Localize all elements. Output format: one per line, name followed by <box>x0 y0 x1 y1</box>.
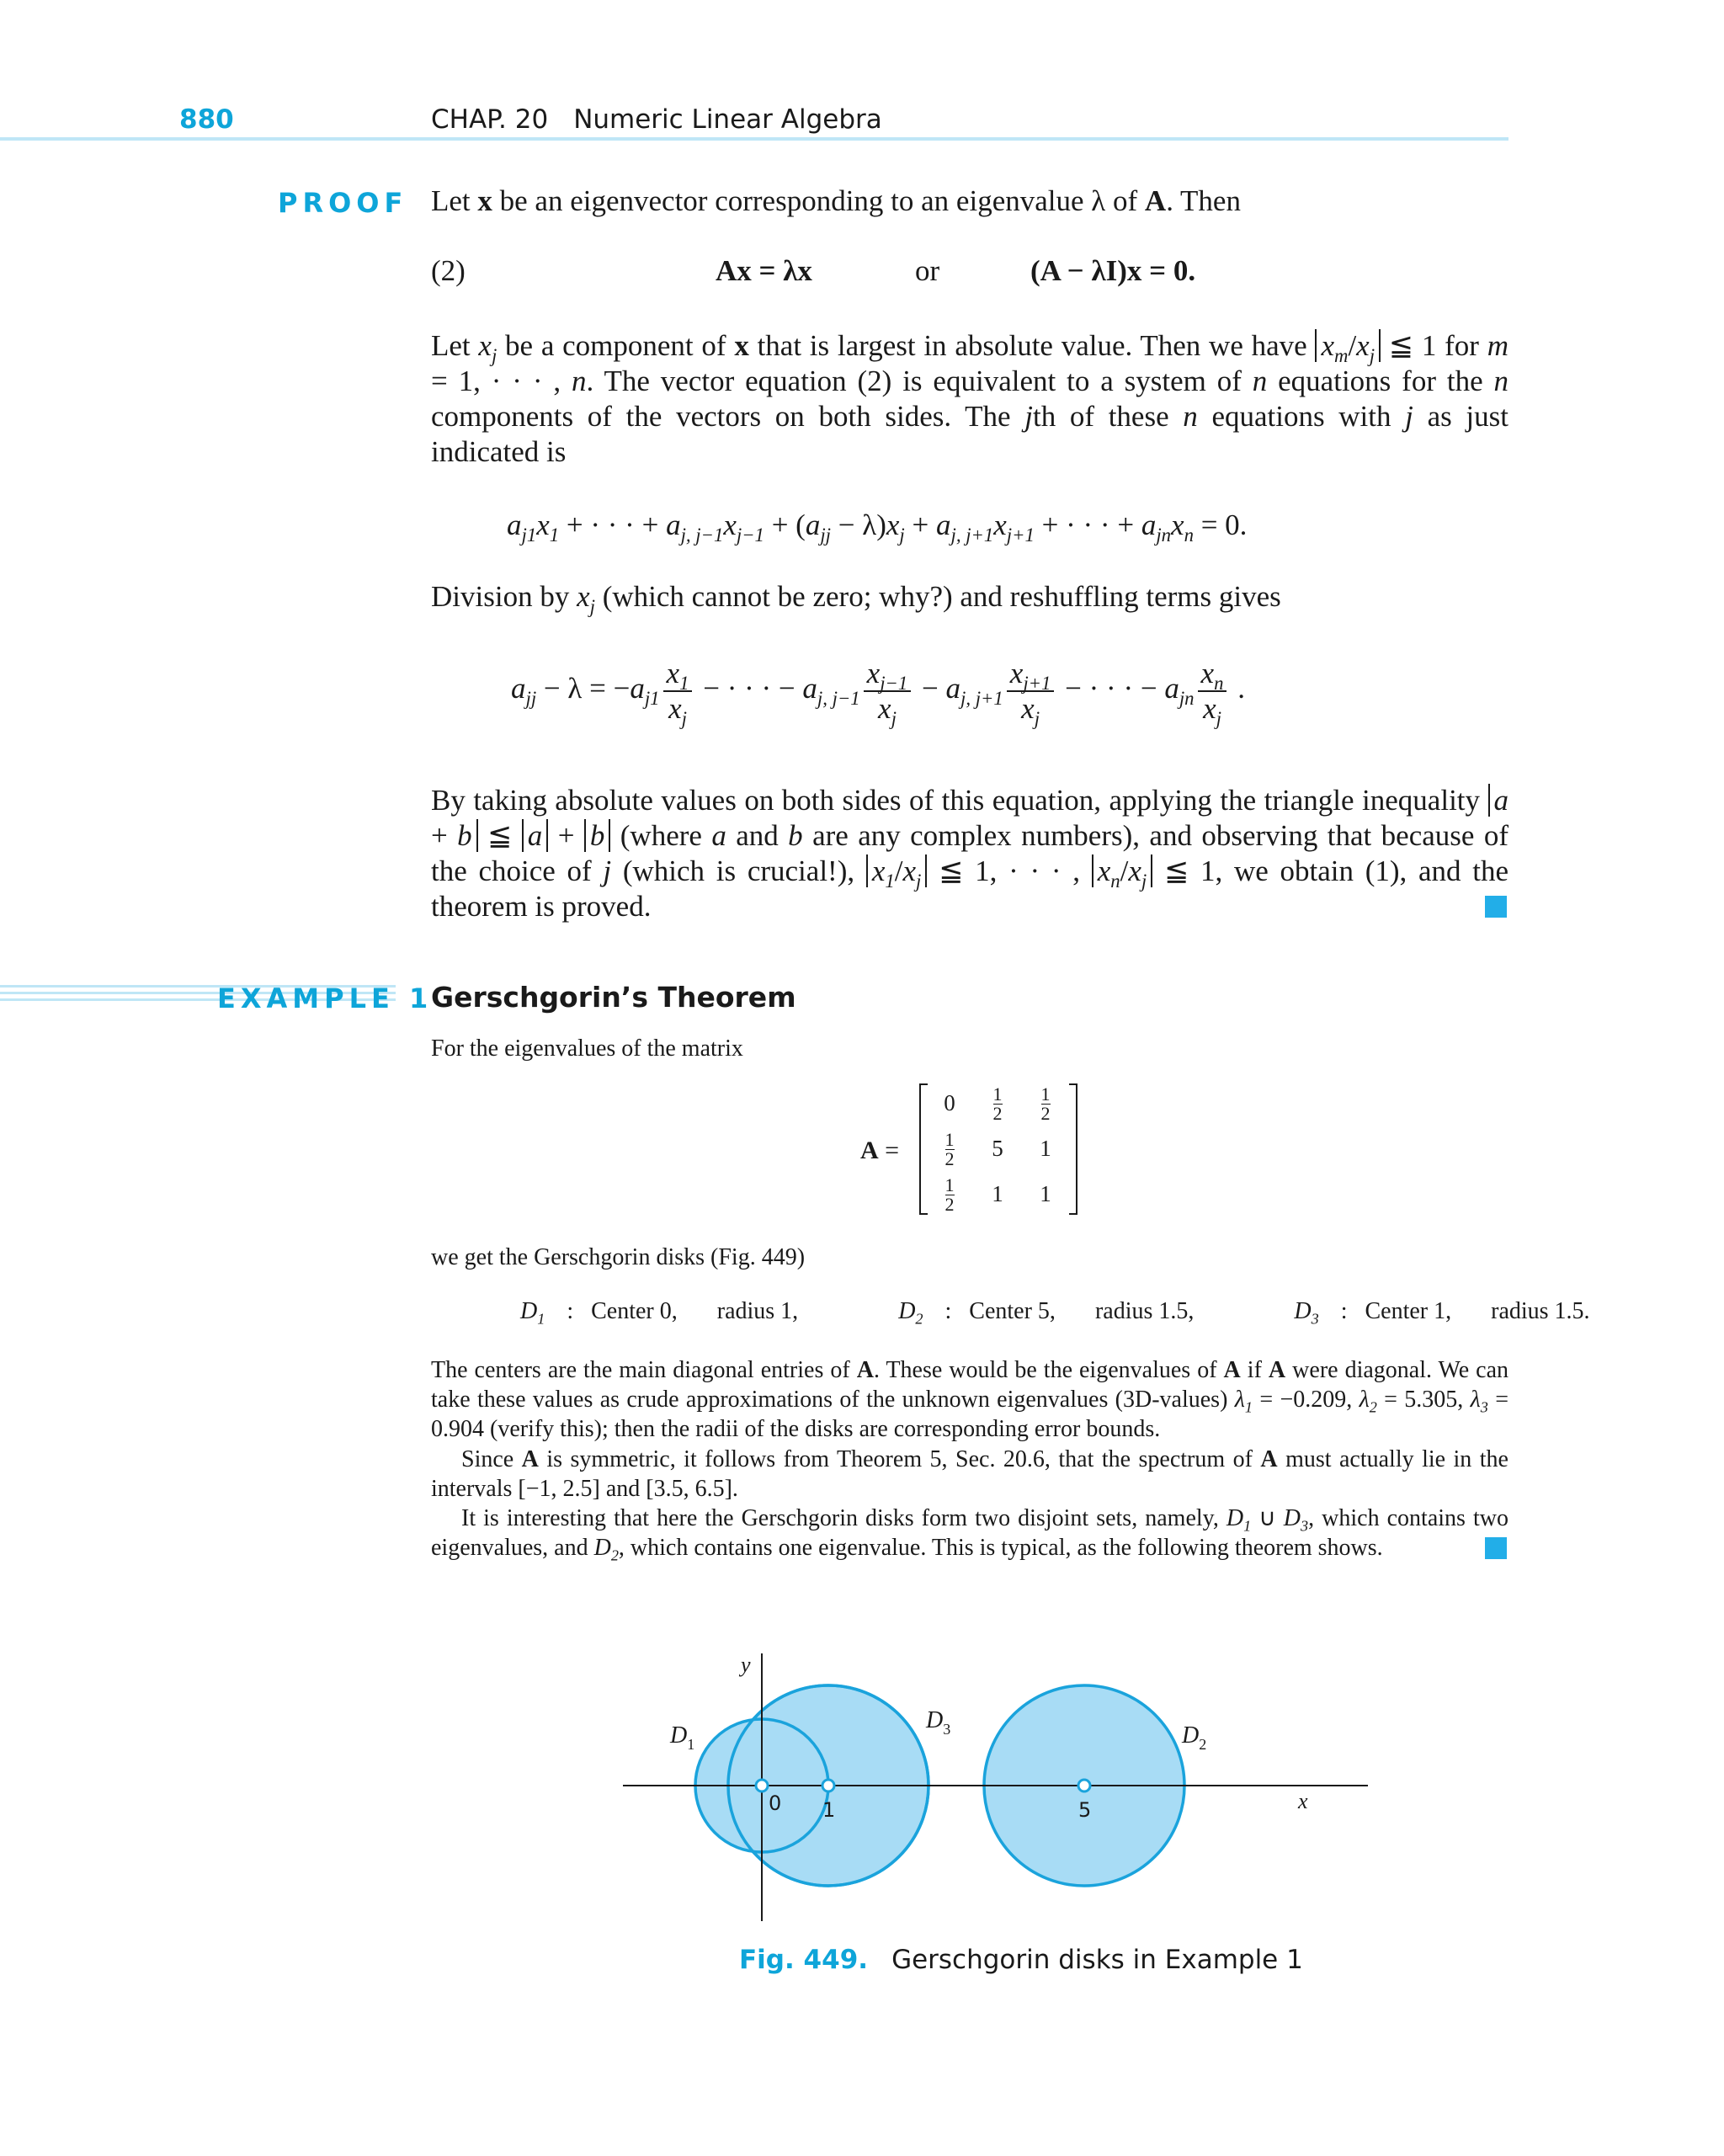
equation-2-or: or <box>915 254 940 287</box>
figure-caption <box>739 1945 1303 1975</box>
running-header <box>431 104 882 135</box>
header-rule <box>0 137 1508 141</box>
center-point-1 <box>822 1780 834 1791</box>
chapter-number: CHAP. 20 <box>431 104 549 135</box>
matrix-cell: $\frac{1}{2}$ <box>944 1174 955 1215</box>
example-intro: For the eigenvalues of the matrix <box>431 1035 743 1062</box>
tick-label-5: 5 <box>1078 1798 1092 1822</box>
x-axis-label: x <box>1298 1789 1308 1813</box>
matrix-lhs: A = <box>860 1137 900 1164</box>
disk-item: $D_2$ : Center 5, radius 1.5, <box>898 1298 1195 1328</box>
page-number: 880 <box>179 104 234 135</box>
matrix-cell: 1 <box>1040 1181 1051 1206</box>
example-paragraph-1: The centers are the main diagonal entries of A. These would be the eigenvalues of A if A were diagonal. We can take these values as crude approximations of the unknown eigenvalues (3D-values) $\lambda_1 = -0.209$, $\lambda_2 = 5.305$, $\lambda_3 = 0.904$ (verify this); then the radii of the disks are corresponding error bounds. <box>431 1357 1509 1442</box>
disk-item: $D_3$ : Center 1, radius 1.5. <box>1294 1298 1590 1328</box>
matrix-A <box>919 1083 1078 1216</box>
tick-label-1: 1 <box>822 1798 836 1822</box>
proof-paragraph-2: Let $x_j$ be a component of x that is largest in absolute value. Then we have $x_m/x_j$ ≦ 1 for m = 1, · · · , n. The vector equation (2) is equivalent to a system of n equations for the n components of the vectors on both sides. The jth of these n equations with j as just indicated is <box>431 329 1508 468</box>
equation-number-2: (2) <box>431 254 466 287</box>
disk-label-d3: $D_3$ <box>926 1707 951 1738</box>
matrix-cell: 5 <box>992 1136 1003 1161</box>
disk-list <box>520 1298 1598 1328</box>
center-point-5 <box>1078 1780 1090 1791</box>
proof-intro: Let x be an eigenvector corresponding to an eigenvalue λ of A. Then <box>431 184 1241 217</box>
figure-caption-text: Gerschgorin disks in Example 1 <box>891 1945 1303 1975</box>
matrix-cell: 0 <box>944 1090 955 1115</box>
figure-number: Fig. 449. <box>739 1945 869 1975</box>
reshuffled-equation: $a_{jj} - \lambda = -a_{j1}$ $\frac{x_1}{x_j}$ − · · · − $a_{j, j-1}$ $\frac{x_{j-1}}{x_j}$ − $a_{j, j+1}$ $\frac{x_{j+1}}{x_j}$ − · · · − $a_{jn}$ $\frac{x_n}{x_j}$ . <box>511 657 1245 729</box>
equation-2-right: (A − λI)x = 0. <box>1030 254 1196 287</box>
disk-label-d1: $D_1$ <box>670 1722 695 1753</box>
example-paragraph-2: Since A is symmetric, it follows from Theorem 5, Sec. 20.6, that the spectrum of A must actually lie in the intervals [−1, 2.5] and [3.5, 6.5]. <box>431 1446 1508 1502</box>
example-label: EXAMPLE 1 <box>217 982 434 1014</box>
division-text: Division by $x_j$ (which cannot be zero; why?) and reshuffling terms gives <box>431 580 1281 617</box>
equation-2-left: Ax = λx <box>716 254 812 287</box>
chapter-title: Numeric Linear Algebra <box>573 104 882 135</box>
qed-square <box>1485 1537 1507 1559</box>
tick-label-0: 0 <box>769 1791 782 1815</box>
proof-label: PROOF <box>278 187 408 219</box>
qed-square <box>1485 896 1507 918</box>
example-title: Gerschgorin’s Theorem <box>431 981 796 1014</box>
jth-equation: $a_{j1}x_1$ + · · · + $a_{j, j-1}x_{j-1} + (a_{jj} - \lambda)x_j + a_{j, j+1}x_{j+1}$ + · · · + $a_{jn}x_n = 0$. <box>507 508 1248 546</box>
example-paragraph-3: It is interesting that here the Gerschgorin disks form two disjoint sets, namely, $D_1$ ∪ $D_3$, which contains two eigenvalues, and $D_2$, which contains one eigenvalue. This is typical, as the following theorem shows. <box>431 1505 1508 1564</box>
center-point-0 <box>756 1780 768 1791</box>
proof-paragraph-3: By taking absolute values on both sides of this equation, applying the triangle inequality a + b ≦ a + b (where a and b are any complex numbers), and observing that because of the choice of j (which is crucial!), $x_1/x_j$ ≦ 1, · · · , $x_n/x_j$ ≦ 1, we obtain (1), and the theorem is proved. <box>431 784 1508 923</box>
get-disks-text: we get the Gerschgorin disks (Fig. 449) <box>431 1244 806 1270</box>
gerschgorin-disks-figure <box>615 1643 1372 1930</box>
matrix-cell: 1 <box>992 1181 1003 1206</box>
y-axis-label: y <box>741 1653 751 1677</box>
disk-item: $D_1$ : Center 0, radius 1, <box>520 1298 799 1328</box>
matrix-cell: $\frac{1}{2}$ <box>1040 1083 1051 1124</box>
disk-label-d2: $D_2$ <box>1182 1722 1207 1753</box>
matrix-cell: $\frac{1}{2}$ <box>992 1083 1003 1124</box>
matrix-cell: 1 <box>1040 1136 1051 1161</box>
matrix-cell: $\frac{1}{2}$ <box>944 1129 955 1169</box>
